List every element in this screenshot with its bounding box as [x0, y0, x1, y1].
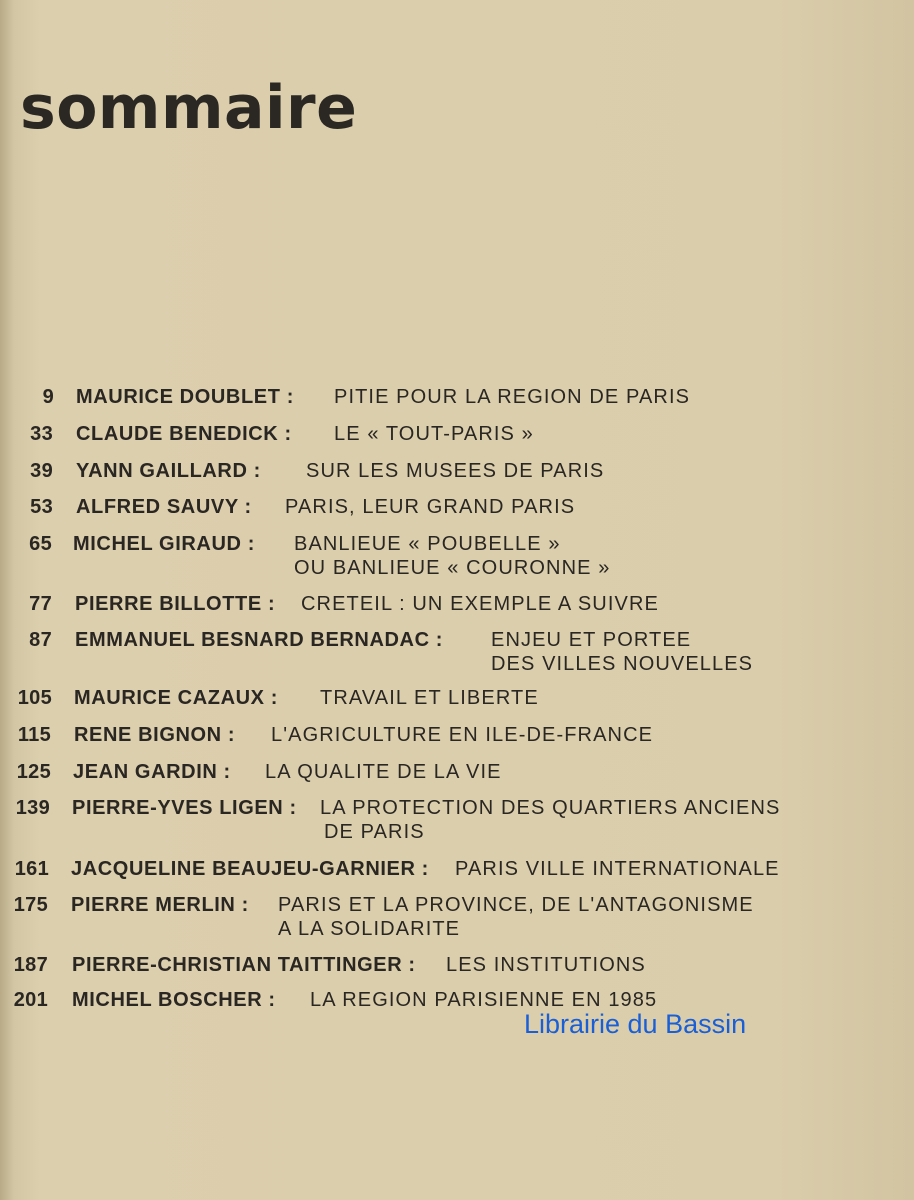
toc-page-number: 33 [30, 423, 53, 445]
toc-page-number: 115 [17, 724, 51, 746]
toc-title-line: LE « TOUT-PARIS » [334, 423, 534, 445]
page-title: sommaire [20, 73, 358, 143]
toc-title-line: L'AGRICULTURE EN ILE-DE-FRANCE [271, 724, 654, 746]
toc-title-line: CRETEIL : UN EXEMPLE A SUIVRE [301, 593, 659, 615]
toc-author: MAURICE DOUBLET : [76, 386, 294, 408]
toc-title-line: LA PROTECTION DES QUARTIERS ANCIENS [320, 797, 781, 819]
toc-title-line: LES INSTITUTIONS [446, 954, 646, 976]
toc-author: MAURICE CAZAUX : [74, 687, 279, 709]
toc-title-line: PARIS ET LA PROVINCE, DE L'ANTAGONISME [278, 894, 754, 916]
toc-page-number: 175 [13, 894, 48, 916]
toc-author: MICHEL BOSCHER : [72, 989, 276, 1011]
toc-page-number: 77 [29, 593, 52, 615]
toc-page-number: 65 [29, 533, 52, 555]
toc-title-line: SUR LES MUSEES DE PARIS [306, 460, 605, 482]
toc-author: MICHEL GIRAUD : [73, 533, 255, 555]
toc-title-line: LA QUALITE DE LA VIE [265, 761, 502, 783]
toc-author: JEAN GARDIN : [73, 761, 231, 783]
toc-title-line: PARIS VILLE INTERNATIONALE [455, 858, 780, 880]
toc-author: JACQUELINE BEAUJEU-GARNIER : [71, 858, 429, 880]
toc-title-line: DE PARIS [324, 821, 425, 843]
toc-title-line: OU BANLIEUE « COURONNE » [294, 557, 611, 579]
toc-title-line: LA REGION PARISIENNE EN 1985 [310, 989, 658, 1011]
toc-page-number: 105 [17, 687, 52, 709]
toc-title-line: DES VILLES NOUVELLES [491, 653, 754, 675]
toc-author: PIERRE BILLOTTE : [75, 593, 276, 615]
toc-page-number: 139 [15, 797, 50, 819]
toc-title-line: PITIE POUR LA REGION DE PARIS [334, 386, 691, 408]
toc-author: PIERRE-CHRISTIAN TAITTINGER : [72, 954, 416, 976]
toc-author: YANN GAILLARD : [76, 460, 261, 482]
toc-title-line: PARIS, LEUR GRAND PARIS [285, 496, 576, 518]
toc-title-line: BANLIEUE « POUBELLE » [294, 533, 561, 555]
toc-page-number: 9 [42, 386, 54, 408]
toc-page-number: 161 [14, 858, 49, 880]
toc-page-number: 201 [13, 989, 48, 1011]
toc-author: RENE BIGNON : [74, 724, 236, 746]
toc-author: PIERRE-YVES LIGEN : [72, 797, 297, 819]
toc-author: PIERRE MERLIN : [71, 894, 249, 916]
toc-title-line: ENJEU ET PORTEE [491, 629, 692, 651]
toc-page-number: 39 [30, 460, 53, 482]
toc-author: EMMANUEL BESNARD BERNADAC : [75, 629, 444, 651]
toc-page-number: 53 [30, 496, 53, 518]
toc-page-number: 187 [13, 954, 48, 976]
toc-title-line: A LA SOLIDARITE [278, 918, 461, 940]
toc-page-number: 125 [16, 761, 51, 783]
watermark-text: Librairie du Bassin [524, 1009, 747, 1039]
toc-title-line: TRAVAIL ET LIBERTE [320, 687, 539, 709]
toc-author: CLAUDE BENEDICK : [76, 423, 292, 445]
toc-author: ALFRED SAUVY : [76, 496, 252, 518]
toc-page-number: 87 [29, 629, 52, 651]
